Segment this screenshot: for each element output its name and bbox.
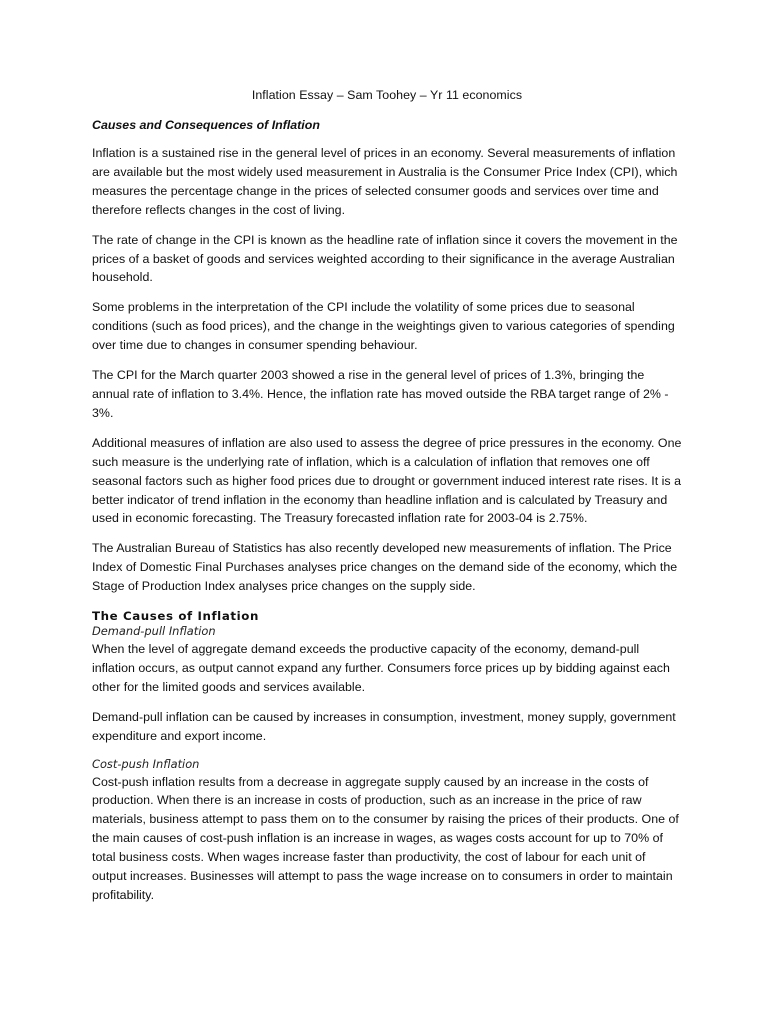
document-title: Inflation Essay – Sam Toohey – Yr 11 economics: [251, 88, 523, 102]
intro-paragraph-3: Some problems in the interpretation of the CPI include the volatility of some prices due to seasonal conditions (such as food prices), and the change in the weightings given to various categories of spending over time due to changes in consumer spending behaviour.: [92, 300, 675, 353]
demand-pull-paragraph-1: When the level of aggregate demand exceeds the productive capacity of the economy, demand-pull inflation occurs, as output cannot expand any further. Consumers force prices up by bidding against each other for the limited goods and services available.: [92, 642, 670, 694]
demand-pull-heading: Demand-pull Inflation: [92, 624, 216, 639]
cost-push-paragraph-1: Cost-push inflation results from a decrease in aggregate supply caused by an increase in the costs of production. When there is an increase in costs of production, such as an increase in the price of raw materials, business attempt to pass them on to the consumer by raising the prices of their products. One of the main causes of cost-push inflation is an increase in wages, as wages costs account for up to 70% of total business costs. When wages increase faster than productivity, the cost of labour for each unit of output increases. Businesses will attempt to pass the wage increase on to consumers in order to maintain profitability.: [92, 774, 679, 902]
intro-paragraph-2: The rate of change in the CPI is known as the headline rate of inflation since it covers the movement in the prices of a basket of goods and services weighted according to their significance in the average Australian household.: [92, 232, 678, 285]
demand-pull-paragraph-2: Demand-pull inflation can be caused by increases in consumption, investment, money supply, government expenditure and export income.: [92, 709, 676, 743]
document-page: [92, 86, 682, 916]
cost-push-heading: Cost-push Inflation: [92, 756, 200, 771]
intro-paragraph-4: The CPI for the March quarter 2003 showed a rise in the general level of prices of 1.3%, bringing the annual rate of inflation to 3.4%. Hence, the inflation rate has moved outside the RBA target range of 2% - 3%.: [92, 368, 669, 420]
document-subtitle: Causes and Consequences of Inflation: [92, 118, 320, 132]
causes-section-heading: The Causes of Inflation: [92, 609, 259, 624]
intro-paragraph-6: The Australian Bureau of Statistics has also recently developed new measurements of inflation. The Price Index of Domestic Final Purchases analyses price changes on the demand side of the economy, which the Stage of Production Index analyses price changes on the supply side.: [92, 541, 678, 594]
intro-paragraph-5: Additional measures of inflation are also used to assess the degree of price pressures in the economy. One such measure is the underlying rate of inflation, which is a calculation of inflation that removes one off seasonal factors such as higher food prices due to drought or government induced interest rate rises. It is a better indicator of trend inflation in the economy than headline inflation and is calculated by Treasury and used in economic forecasting. The Treasury forecasted inflation rate for 2003-04 is 2.75%.: [92, 435, 682, 526]
intro-paragraph-1: Inflation is a sustained rise in the general level of prices in an economy. Several measurements of inflation are available but the most widely used measurement in Australia is the Consumer Price Index (CPI), which measures the percentage change in the prices of selected consumer goods and services over time and therefore reflects changes in the cost of living.: [92, 146, 678, 217]
